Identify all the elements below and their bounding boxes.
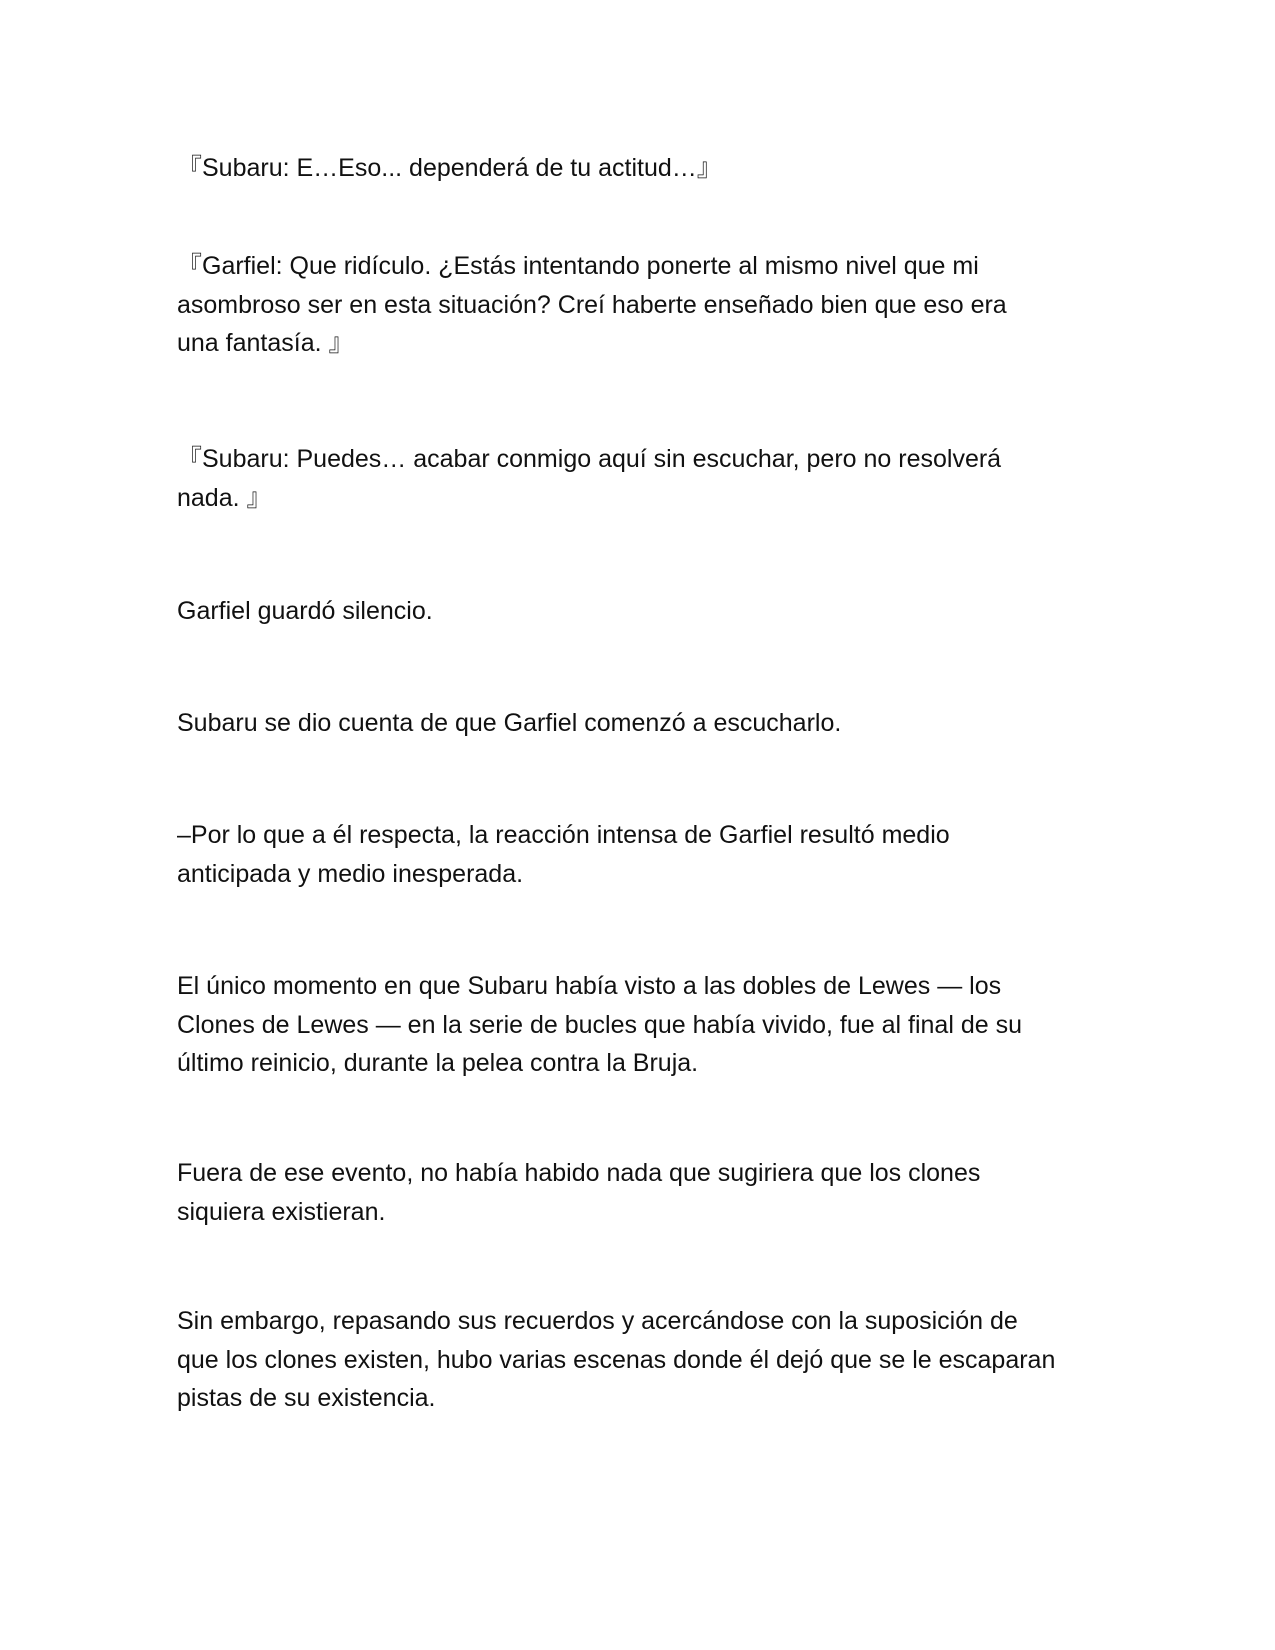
text-line: último reinicio, durante la pelea contra la Bruja. bbox=[177, 1049, 699, 1077]
text-line: Fuera de ese evento, no había habido nada que sugiriera que los clones bbox=[177, 1159, 981, 1187]
narration-paragraph bbox=[177, 1154, 1107, 1231]
dialogue-garfiel bbox=[177, 247, 1107, 363]
narration-paragraph bbox=[177, 592, 1107, 631]
text-line: una fantasía. 』 bbox=[177, 329, 354, 357]
narration-paragraph bbox=[177, 967, 1107, 1083]
text-line: asombroso ser en esta situación? Creí haberte enseñado bien que eso era bbox=[177, 290, 1007, 319]
text-line: 『Subaru: E…Eso... dependerá de tu actitud…』 bbox=[177, 154, 722, 182]
text-line: pistas de su existencia. bbox=[177, 1384, 436, 1412]
text-line: 『Subaru: Puedes… acabar conmigo aquí sin escuchar, pero no resolverá bbox=[177, 445, 1002, 473]
dialogue-subaru-2 bbox=[177, 440, 1107, 517]
dialogue-subaru-1 bbox=[177, 149, 1107, 188]
narration-paragraph bbox=[177, 816, 1107, 893]
text-line: Sin embargo, repasando sus recuerdos y acercándose con la suposición de bbox=[177, 1307, 1018, 1335]
text-line: Subaru se dio cuenta de que Garfiel comenzó a escucharlo. bbox=[177, 709, 842, 737]
text-line: nada. 』 bbox=[177, 483, 272, 512]
text-line: El único momento en que Subaru había visto a las dobles de Lewes — los bbox=[177, 972, 1002, 1000]
text-line: 『Garfiel: Que ridículo. ¿Estás intentando ponerte al mismo nivel que mi bbox=[177, 252, 979, 280]
narration-paragraph bbox=[177, 1302, 1107, 1418]
text-line: que los clones existen, hubo varias escenas donde él dejó que se le escaparan bbox=[177, 1345, 1056, 1374]
text-line: Garfiel guardó silencio. bbox=[177, 597, 433, 625]
text-line: siquiera existieran. bbox=[177, 1197, 386, 1226]
text-line: –Por lo que a él respecta, la reacción intensa de Garfiel resultó medio bbox=[177, 821, 950, 849]
text-line: Clones de Lewes — en la serie de bucles que había vivido, fue al final de su bbox=[177, 1010, 1022, 1039]
narration-paragraph bbox=[177, 704, 1107, 743]
text-line: anticipada y medio inesperada. bbox=[177, 859, 524, 888]
